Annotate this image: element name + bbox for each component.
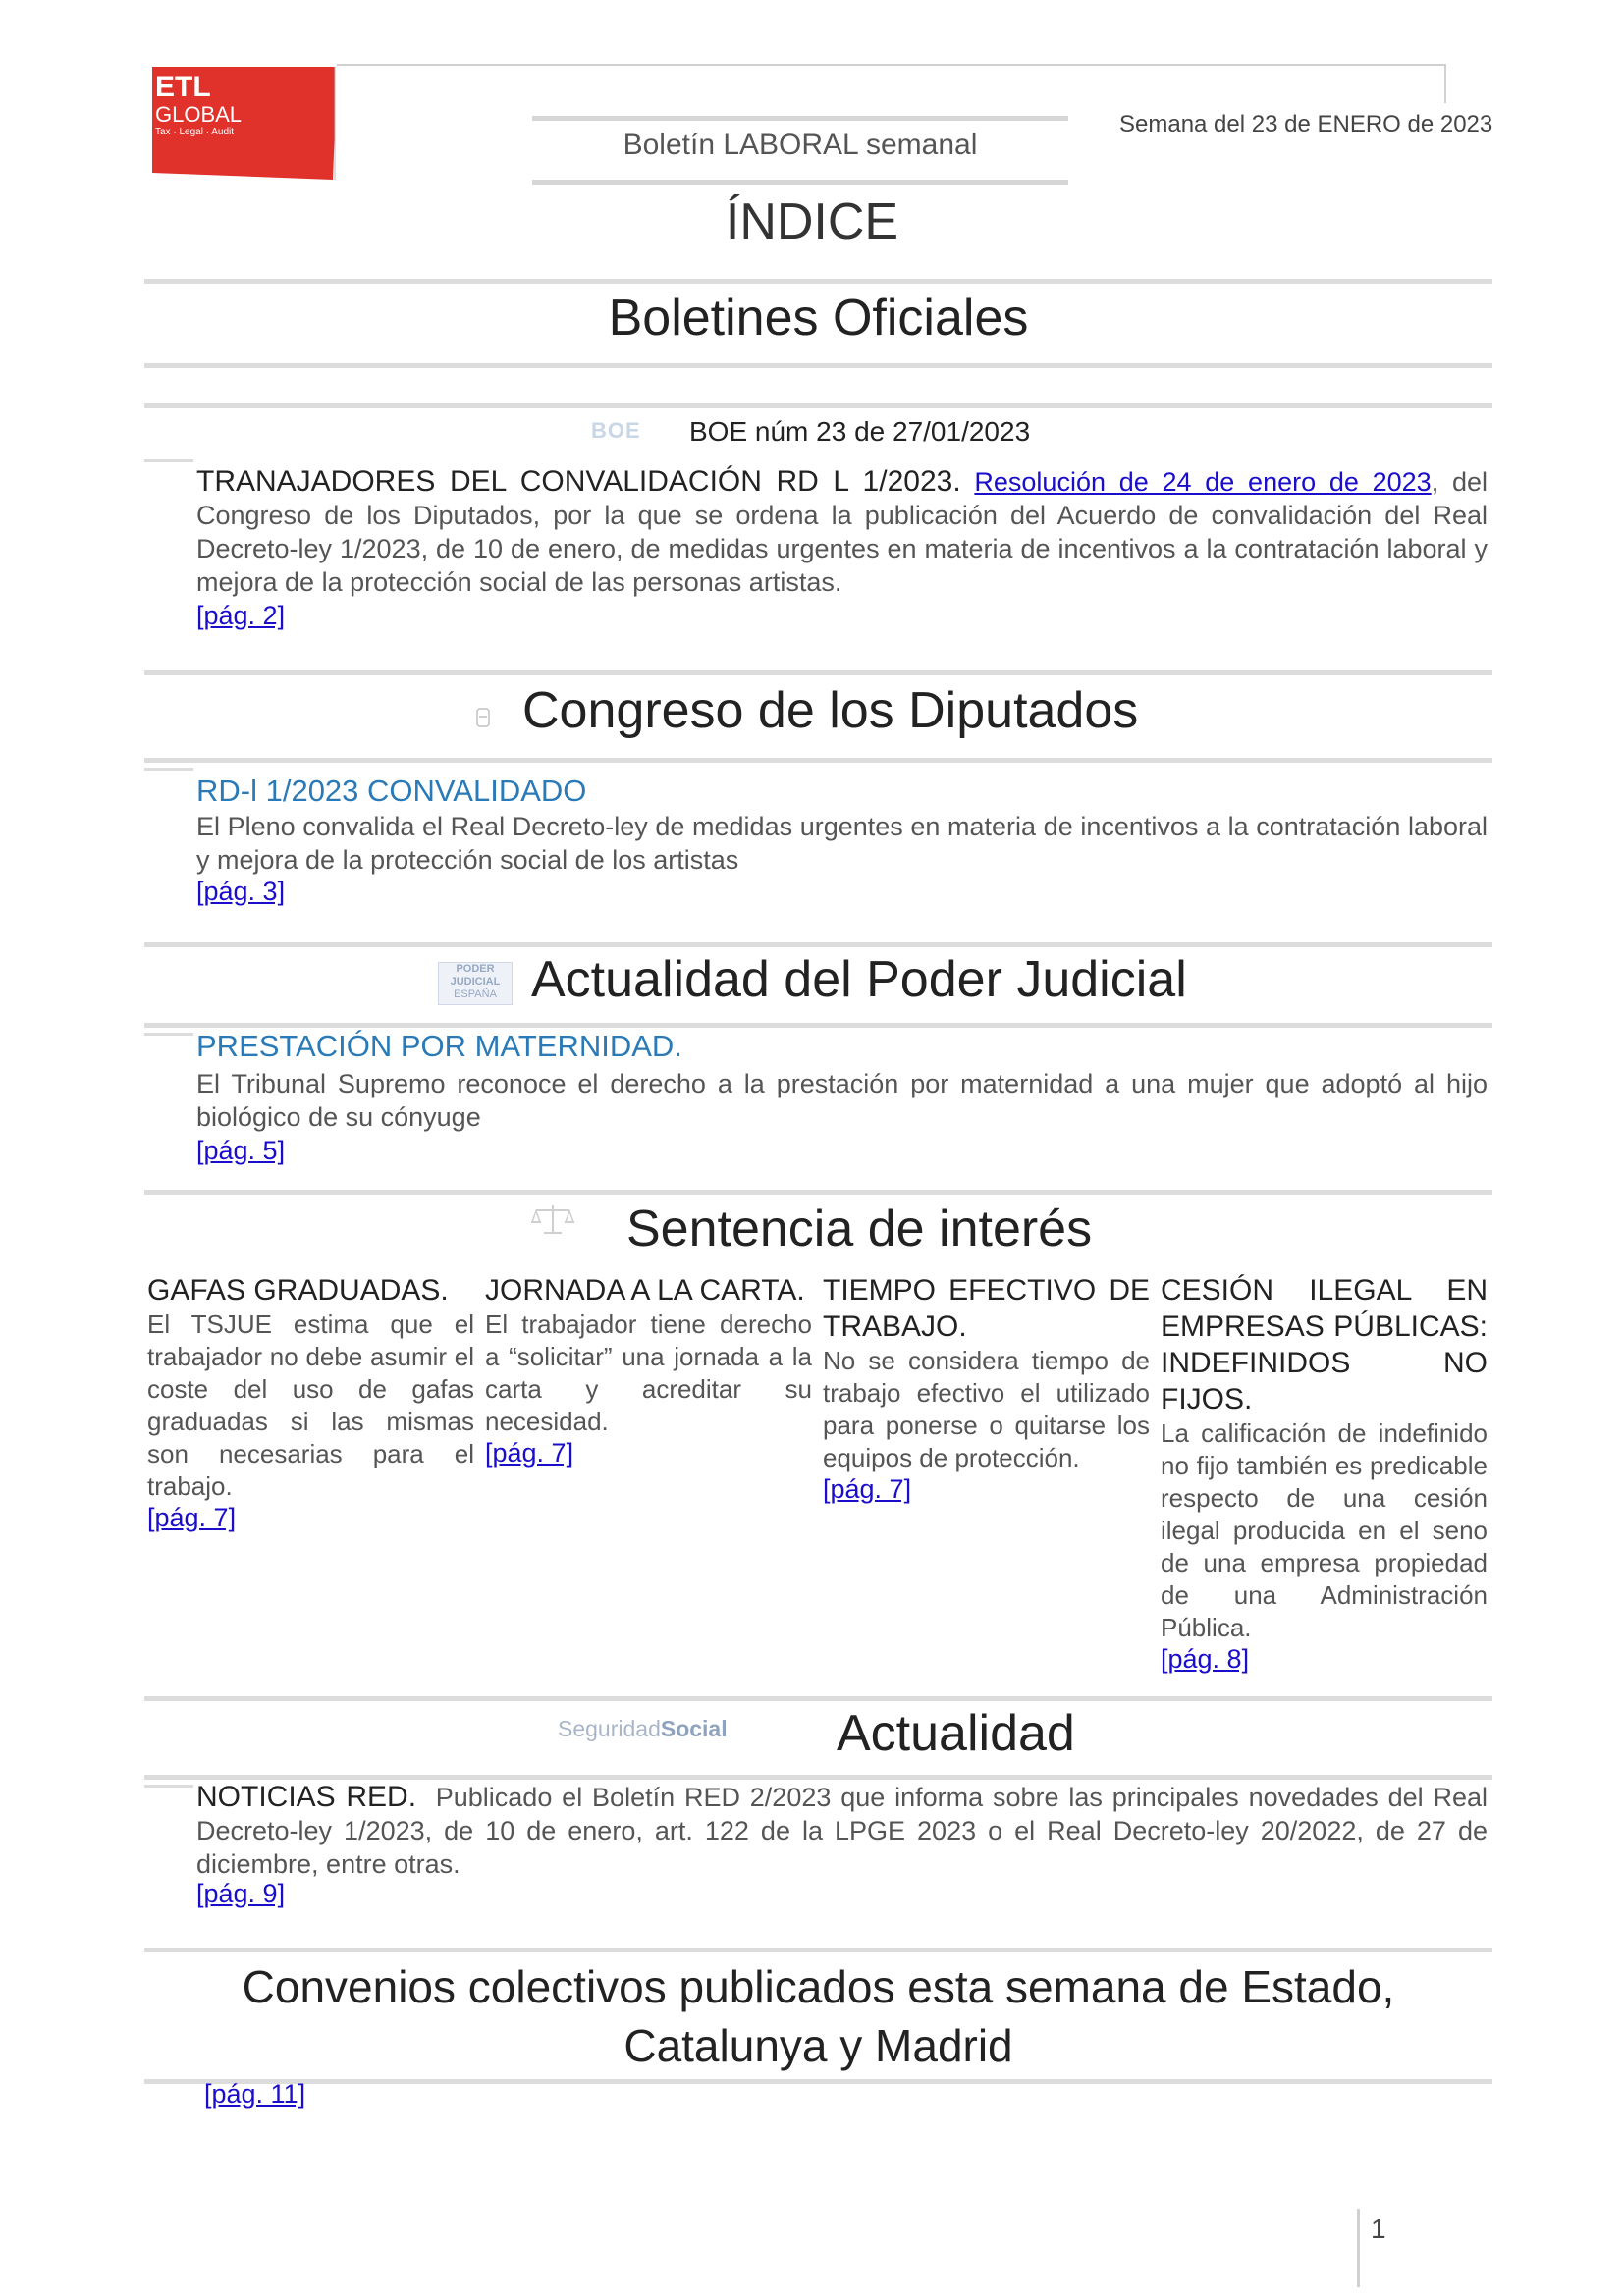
boe-icon: BOE — [591, 418, 641, 443]
logo-top-rule-end — [1444, 64, 1446, 103]
sentencia-column-2 — [485, 1272, 812, 1468]
column-text: El trabajador tiene derecho a “solicitar” una jornada a la carta y acreditar su necesidad. — [485, 1309, 812, 1436]
page-link-11[interactable]: [pág. 11] — [204, 2079, 306, 2109]
divider — [144, 1775, 1492, 1780]
bulletin-title — [532, 116, 1068, 185]
sentencia-column-3 — [823, 1272, 1150, 1505]
left-accent-rule — [144, 1033, 193, 1036]
page-link-9[interactable]: [pág. 9] — [196, 1879, 286, 1908]
bulletin-highlight: LABORAL — [723, 129, 858, 161]
page-link-7[interactable]: [pág. 7] — [147, 1503, 237, 1532]
page-link-7[interactable]: [pág. 7] — [485, 1438, 574, 1468]
actualidad-item-title: NOTICIAS RED. — [196, 1781, 417, 1813]
actualidad-item — [196, 1781, 1488, 1881]
boe-item — [196, 465, 1488, 599]
divider — [144, 363, 1492, 368]
section-title-congreso: Congreso de los Diputados — [522, 682, 1139, 739]
left-accent-rule — [144, 768, 193, 771]
section-title-poder-judicial: Actualidad del Poder Judicial — [531, 951, 1187, 1008]
left-accent-rule — [144, 1785, 193, 1788]
convenios-title-line2: Catalunya y Madrid — [623, 2020, 1013, 2071]
divider — [144, 1696, 1492, 1701]
seguridad-social-logo — [558, 1716, 728, 1742]
divider — [144, 1190, 1492, 1195]
boe-reference: BOE núm 23 de 27/01/2023 — [689, 416, 1031, 447]
resolution-link[interactable]: Resolución de 24 de enero de 2023 — [974, 467, 1432, 497]
icon-line: PODER — [456, 963, 495, 975]
page-link-2[interactable]: [pág. 2] — [196, 601, 286, 630]
divider — [144, 758, 1492, 763]
logo-light-text: Seguridad — [558, 1716, 661, 1741]
divider — [144, 670, 1492, 675]
column-text: No se considera tiempo de trabajo efectivo el utilizado para ponerse o quitarse los equipos de protección. — [823, 1346, 1150, 1472]
icon-line: ESPAÑA — [454, 988, 497, 1000]
page-link-5[interactable]: [pág. 5] — [196, 1136, 286, 1165]
column-title: JORNADA A LA CARTA. — [485, 1274, 805, 1307]
sentencia-column-4 — [1161, 1272, 1488, 1675]
congreso-item-text: El Pleno convalida el Real Decreto-ley de medidas urgentes en materia de incentivos a la contratación laboral y mejora de la protección social de los artistas — [196, 812, 1488, 875]
page-link-3[interactable]: [pág. 3] — [196, 877, 286, 906]
boe-item-text: , del Congreso de los Diputados, por la que se ordena la publicación del Acuerdo de convalidación del Real Decreto-ley 1/2023, de 10 de enero, de medidas urgentes en materia de incentivos a la contratación laboral y mejora de la protección social de las personas artistas. — [196, 467, 1488, 597]
congress-emblem-icon — [475, 707, 491, 728]
scales-of-justice-icon — [530, 1202, 575, 1236]
divider — [144, 1948, 1492, 1952]
page-link-8[interactable]: [pág. 8] — [1161, 1644, 1250, 1674]
logo-bold-text: Social — [660, 1716, 728, 1741]
left-accent-rule — [144, 459, 193, 462]
sentencia-column-1 — [147, 1272, 474, 1533]
column-title: GAFAS GRADUADAS. — [147, 1274, 449, 1307]
section-title-sentencia: Sentencia de interés — [626, 1201, 1093, 1257]
column-text: La calificación de indefinido no fijo también es predicable respecto de una cesión ilegal producida en el seno de una empresa propiedad de una Administración Pública. — [1161, 1418, 1488, 1642]
icon-line: JUDICIAL — [450, 976, 501, 988]
page-link-7[interactable]: [pág. 7] — [823, 1474, 912, 1504]
boe-item-title: TRANAJADORES DEL CONVALIDACIÓN RD L 1/2023. — [196, 465, 961, 498]
poder-judicial-item-text: El Tribunal Supremo reconoce el derecho a la prestación por maternidad a una mujer que adoptó al hijo biológico de su cónyuge — [196, 1069, 1488, 1132]
divider — [144, 403, 1492, 408]
congreso-item-title: RD-l 1/2023 CONVALIDADO — [196, 774, 587, 808]
actualidad-item-text: Publicado el Boletín RED 2/2023 que informa sobre las principales novedades del Real Decreto-ley 1/2023, de 10 de enero, art. 122 de la LPGE 2023 o el Real Decreto-ley 20/2022, de 27 de diciembre, entre otras. — [196, 1783, 1489, 1879]
column-text: El TSJUE estima que el trabajador no debe asumir el coste del uso de gafas graduadas si las mismas son necesarias para el trabajo. — [147, 1309, 474, 1501]
week-label: Semana del 23 de ENERO de 2023 — [1119, 111, 1493, 137]
page-number-bar — [1357, 2209, 1360, 2287]
section-title-boletines: Boletines Oficiales — [608, 290, 1029, 347]
logo-text — [155, 73, 242, 137]
logo-global: GLOBAL — [155, 102, 243, 127]
logo-top-rule — [337, 64, 1446, 66]
section-title-actualidad: Actualidad — [837, 1705, 1075, 1762]
section-title-convenios — [144, 1957, 1492, 2075]
logo-etl: ETL — [155, 71, 211, 103]
bulletin-suffix: semanal — [857, 129, 978, 161]
poder-judicial-icon — [438, 962, 513, 1005]
column-title: TIEMPO EFECTIVO DE TRABAJO. — [823, 1274, 1150, 1343]
column-title: CESIÓN ILEGAL EN EMPRESAS PÚBLICAS: INDEFINIDOS NO FIJOS. — [1161, 1274, 1488, 1415]
convenios-title-line1: Convenios colectivos publicados esta semana de Estado, — [242, 1961, 1395, 2012]
bulletin-prefix: Boletín — [623, 129, 724, 161]
index-title: ÍNDICE — [725, 193, 899, 250]
divider — [144, 279, 1492, 284]
poder-judicial-item-title: PRESTACIÓN POR MATERNIDAD. — [196, 1029, 682, 1063]
divider — [144, 942, 1492, 947]
page-number: 1 — [1371, 2214, 1386, 2244]
logo-subtitle: Tax · Legal · Audit — [155, 127, 235, 137]
divider — [144, 1023, 1492, 1028]
divider — [144, 2079, 1492, 2084]
